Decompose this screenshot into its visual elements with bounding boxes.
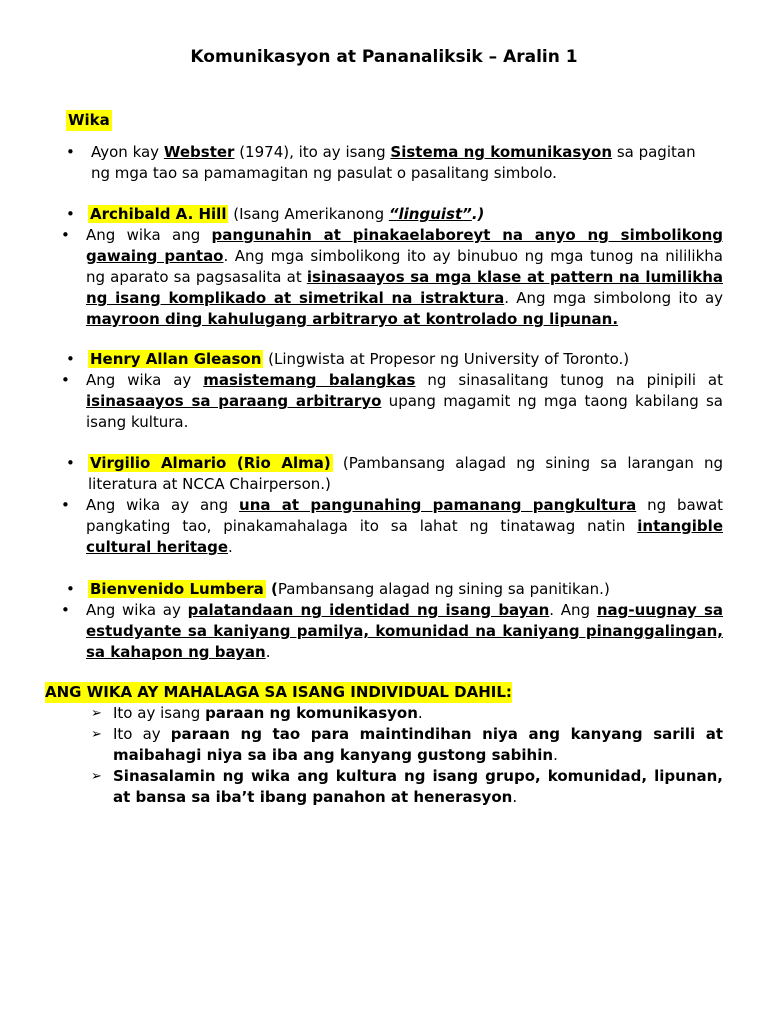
bullet-icon: • — [61, 371, 70, 389]
bullet-icon: • — [61, 226, 70, 244]
text-fragment: ng bawat pangkating tao, pinakamahalaga ito sa lahat ng tinatawag natin — [86, 496, 724, 535]
text-fragment: pangunahin at pinakaelaboreyt na anyo ng simbolikong gawaing pantao — [86, 226, 723, 265]
author-name: Henry Allan Gleason — [90, 350, 262, 368]
text-fragment: nag-uugnay sa estudyante sa kaniyang pamilya, komunidad na kaniyang pinanggalingan, sa kahapon ng bayan — [86, 601, 724, 661]
text-fragment: . Ang mga simbolong ito ay — [504, 289, 724, 307]
text-fragment: (1974), ito ay isang — [234, 143, 391, 161]
text-fragment: Ito ay — [113, 725, 171, 743]
section-heading-importance: ANG WIKA AY MAHALAGA SA ISANG INDIVIDUAL DAHIL: — [45, 683, 512, 701]
author-description — [263, 350, 629, 368]
text-fragment: sa pagitan — [612, 143, 696, 161]
reason-text — [113, 724, 723, 766]
text-fragment: Pambansang alagad ng sining sa panitikan.) — [277, 580, 610, 598]
author-definition — [86, 495, 723, 558]
text-fragment: “linguist” — [388, 205, 472, 223]
bullet-icon: • — [66, 205, 75, 223]
text-fragment: (Pambansang alagad ng sining sa larangan ng literatura at NCCA Chairperson.) — [88, 454, 724, 493]
bullet-icon: • — [61, 601, 70, 619]
text-fragment: isinasaayos sa mga klase at pattern na lumilikha ng isang komplikado at simetrikal na istraktura — [86, 268, 723, 307]
text-fragment: masistemang balangkas — [203, 371, 416, 389]
text-fragment: upang magamit ng mga taong kabilang sa isang kultura. — [86, 392, 724, 431]
text-fragment: ng sinasalitang tunog na pinipili at — [415, 371, 724, 389]
text-fragment: mayroon ding kahulugang arbitraryo at kontrolado ng lipunan. — [86, 310, 619, 328]
text-fragment: Ayon kay — [91, 143, 164, 161]
bullet-icon: • — [66, 580, 75, 598]
text-fragment: ng mga tao sa pamamagitan ng pasulat o pasalitang simbolo. — [91, 164, 557, 182]
text-fragment: ( — [228, 205, 240, 223]
arrow-bullet-icon: ➢ — [91, 727, 102, 742]
text-fragment: palatandaan ng identidad ng isang bayan — [187, 601, 550, 619]
text-fragment: Ang wika ay — [86, 601, 188, 619]
text-fragment: . Ang — [549, 601, 597, 619]
webster-text — [91, 142, 723, 184]
text-fragment: . Ang mga simbolikong ito ay binubuo ng mga tunog na nililikha ng aparato sa pagsasalita at — [86, 247, 723, 286]
author-description — [228, 205, 484, 223]
text-fragment: .) — [471, 205, 485, 223]
text-fragment: Ang wika ay ang — [86, 496, 240, 514]
text-fragment: . — [553, 746, 558, 764]
arrow-bullet-icon: ➢ — [91, 769, 102, 784]
author-name: Archibald A. Hill — [90, 205, 227, 223]
text-fragment: Webster — [163, 143, 235, 161]
arrow-bullet-icon: ➢ — [91, 706, 102, 721]
text-fragment: Sinasalamin ng wika ang kultura ng isang grupo, komunidad, lipunan, at bansa sa iba’t ibang panahon at henerasyon — [113, 767, 723, 806]
reason-text — [113, 766, 723, 808]
list-item — [0, 703, 768, 724]
bullet-icon: • — [66, 454, 75, 472]
author-definition — [86, 225, 723, 330]
definition-webster — [0, 142, 768, 184]
text-fragment: Ang wika ay — [86, 371, 204, 389]
text-fragment: Isang Amerikanong — [239, 205, 389, 223]
text-fragment: . — [228, 538, 233, 556]
author-name: Virgilio Almario (Rio Alma) — [90, 454, 331, 472]
bullet-icon: • — [66, 350, 75, 368]
page-title: Komunikasyon at Pananaliksik – Aralin 1 — [190, 47, 578, 67]
text-fragment: . — [417, 704, 423, 722]
bullet-icon: • — [61, 496, 70, 514]
text-fragment: paraan ng komunikasyon — [205, 704, 418, 722]
text-fragment: paraan ng tao para maintindihan niya ang kanyang sarili at maibahagi niya sa iba ang kanyang gustong sabihin — [113, 725, 723, 764]
author-definition — [86, 370, 723, 433]
list-item — [0, 724, 768, 766]
reason-text — [113, 703, 723, 724]
author-block-lumbera — [0, 579, 768, 663]
reasons-list — [0, 703, 768, 808]
text-fragment: . — [512, 788, 518, 806]
author-block-gleason — [0, 349, 768, 433]
text-fragment: (Lingwista at Propesor ng University of Toronto.) — [263, 350, 630, 368]
text-fragment: Sistema ng komunikasyon — [390, 143, 613, 161]
text-fragment: Ito ay isang — [113, 704, 206, 722]
text-fragment: una at pangunahing pamanang pangkultura — [239, 496, 637, 514]
bullet-icon: • — [66, 143, 75, 161]
author-name: Bienvenido Lumbera — [90, 580, 264, 598]
list-item — [0, 766, 768, 808]
text-fragment: ( — [265, 580, 278, 598]
author-definition — [86, 600, 723, 663]
text-fragment: isinasaayos sa paraang arbitraryo — [86, 392, 382, 410]
author-description — [266, 580, 610, 598]
text-fragment: Ang wika ang — [86, 226, 212, 244]
text-fragment: . — [265, 643, 271, 661]
author-block-hill — [0, 204, 768, 330]
author-block-almario — [0, 453, 768, 558]
section-heading-wika: Wika — [68, 111, 110, 129]
text-fragment: intangible cultural heritage — [86, 517, 723, 556]
